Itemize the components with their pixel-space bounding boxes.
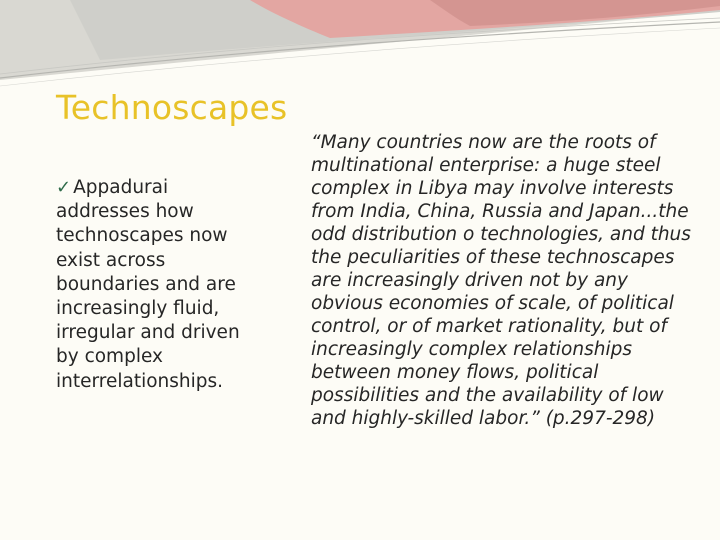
header-wave-decoration — [0, 0, 720, 90]
slide-title: Technoscapes — [56, 88, 288, 127]
bullet-text: Appadurai addresses how technoscapes now exist across boundaries and are increasingly fluid, irregular and driven by complex interrelationships. — [56, 177, 240, 392]
check-mark-icon: ✓ — [56, 177, 72, 198]
quote-text: “Many countries now are the roots of multinational enterprise: a huge steel complex in Libya may involve interests from India, China, Russia and Japan...the odd distribution o technologies, and thus the peculiarities of these technoscapes are increasingly driven not by any obvious economies of scale, of political control, or of market rationality, but of increasingly complex relationships between money flows, political possibilities and the availability of low and highly-skilled labor.” (p.297-298) — [311, 132, 691, 429]
bullet-item — [56, 176, 266, 394]
